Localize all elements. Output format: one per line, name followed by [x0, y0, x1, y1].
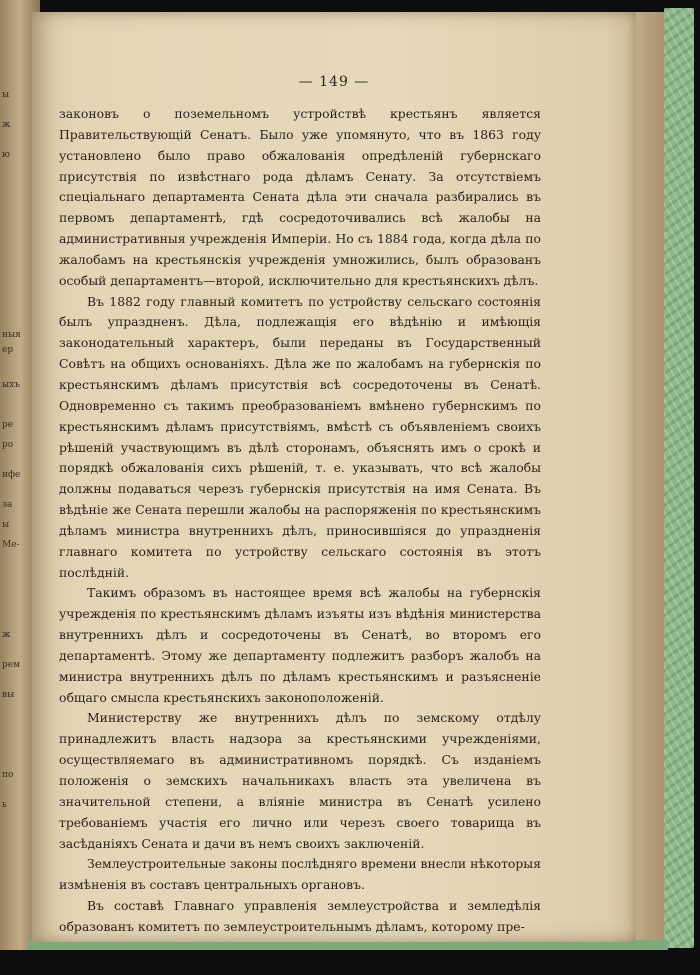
paragraph: законовъ о поземельномъ устройствѣ крестьянъ является Правительствующій Сенатъ. Было уже упомянуто, что въ 1863 году установлено было право обжалованія опредѣленій губернскаго присутствія по извѣстнаго рода дѣламъ Сенату. За отсутствіемъ спеціальнаго департамента Сената дѣла эти сначала разбирались въ первомъ департаментѣ, гдѣ сосредоточивались всѣ жалобы на административныя учрежденія Имперіи. Но съ 1884 года, когда дѣла по жалобамъ на крестьянскія учрежденія умножились, былъ образованъ особый департаментъ—второй, исключительно для крестьянскихъ дѣлъ.	[59, 106, 541, 288]
previous-page-fragment: ре	[2, 420, 14, 430]
previous-page-fragment: ы	[2, 90, 10, 100]
previous-page-fragment: рем	[2, 660, 21, 670]
previous-page-fragment: ы	[2, 520, 10, 530]
paragraph: Министерству же внутреннихъ дѣлъ по земскому отдѣлу принадлежитъ власть надзора за крестьянскими учрежденіями, осуществляемаго въ административномъ порядкѣ. Съ изданіемъ положенія о земскихъ начальникахъ власть эта увеличена въ значительной степени, а вліяніе министра въ Сенатѣ усилено требованіемъ участія его лично или черезъ своего товарища въ засѣданіяхъ Сената и дачи въ немъ своихъ заключеній.	[59, 710, 541, 851]
paragraph: Землеустроительные законы послѣдняго времени внесли нѣкоторыя измѣненія въ составъ центральныхъ органовъ.	[59, 856, 541, 893]
paragraph: Въ 1882 году главный комитетъ по устройству сельскаго состоянія былъ упраздненъ. Дѣла, подлежащія его вѣдѣнію и имѣющія законодательный характеръ, были переданы въ Государственный Совѣтъ на общихъ основаніяхъ. Дѣла же по жалобамъ на губернскія по крестьянскимъ дѣламъ присутствія всѣ сосредоточены въ Сенатѣ. Одновременно съ такимъ преобразованіемъ вмѣнено губернскимъ по крестьянскимъ дѣламъ присутствіямъ, вмѣстѣ съ объявленіемъ своихъ рѣшеній участвующимъ въ дѣлѣ сторонамъ, объяснять имъ о срокѣ и порядкѣ обжалованія сихъ рѣшеній, т. е. указывать, что всѣ жалобы должны подаваться черезъ губернскія присутствія на имя Сената. Въ вѣдѣніе же Сената перешли жалобы на распоряженія по крестьянскимъ дѣламъ министра внутреннихъ дѣлъ, приносившіяся до упраздненія главнаго комитета по устройству сельскаго состоянія въ этотъ послѣдній.	[59, 293, 541, 580]
page-number: — 149 —	[298, 74, 370, 90]
page-body-text	[59, 104, 541, 938]
previous-page-fragment: по	[2, 770, 14, 780]
book-cover-cloth	[664, 8, 694, 948]
previous-page-fragment: ро	[2, 440, 14, 450]
previous-page-fragment: ифе	[2, 470, 21, 480]
previous-page-fragment: за	[2, 500, 13, 510]
previous-page-fragment: Ме-	[2, 540, 20, 550]
previous-page-fragment: ю	[2, 150, 10, 160]
paragraph: Въ составѣ Главнаго управленія землеустройства и земледѣлія образованъ комитетъ по землеустроительнымъ дѣламъ, которому пре-	[59, 898, 541, 934]
paragraph: Такимъ образомъ въ настоящее время всѣ жалобы на губернскія учрежденія по крестьянскимъ дѣламъ изъяты изъ вѣдѣнія министерства внутреннихъ дѣлъ и сосредоточены въ Сенатѣ, во второмъ его департаментѣ. Этому же департаменту подлежитъ разборъ жалобъ на министра внутреннихъ дѣлъ по дѣламъ крестьянскимъ и разъясненіе общаго смысла крестьянскихъ законоположеній.	[59, 585, 541, 705]
book-page	[32, 12, 636, 942]
previous-page-fragment: ыхъ	[2, 380, 20, 390]
previous-page-fragment: ж	[2, 120, 11, 130]
previous-page-fragment: ж	[2, 630, 11, 640]
previous-page-fragment: ь	[2, 800, 7, 810]
previous-page-fragment: вы	[2, 690, 15, 700]
previous-page-fragment: ныя	[2, 330, 21, 340]
previous-page-fragment: ер	[2, 345, 14, 355]
